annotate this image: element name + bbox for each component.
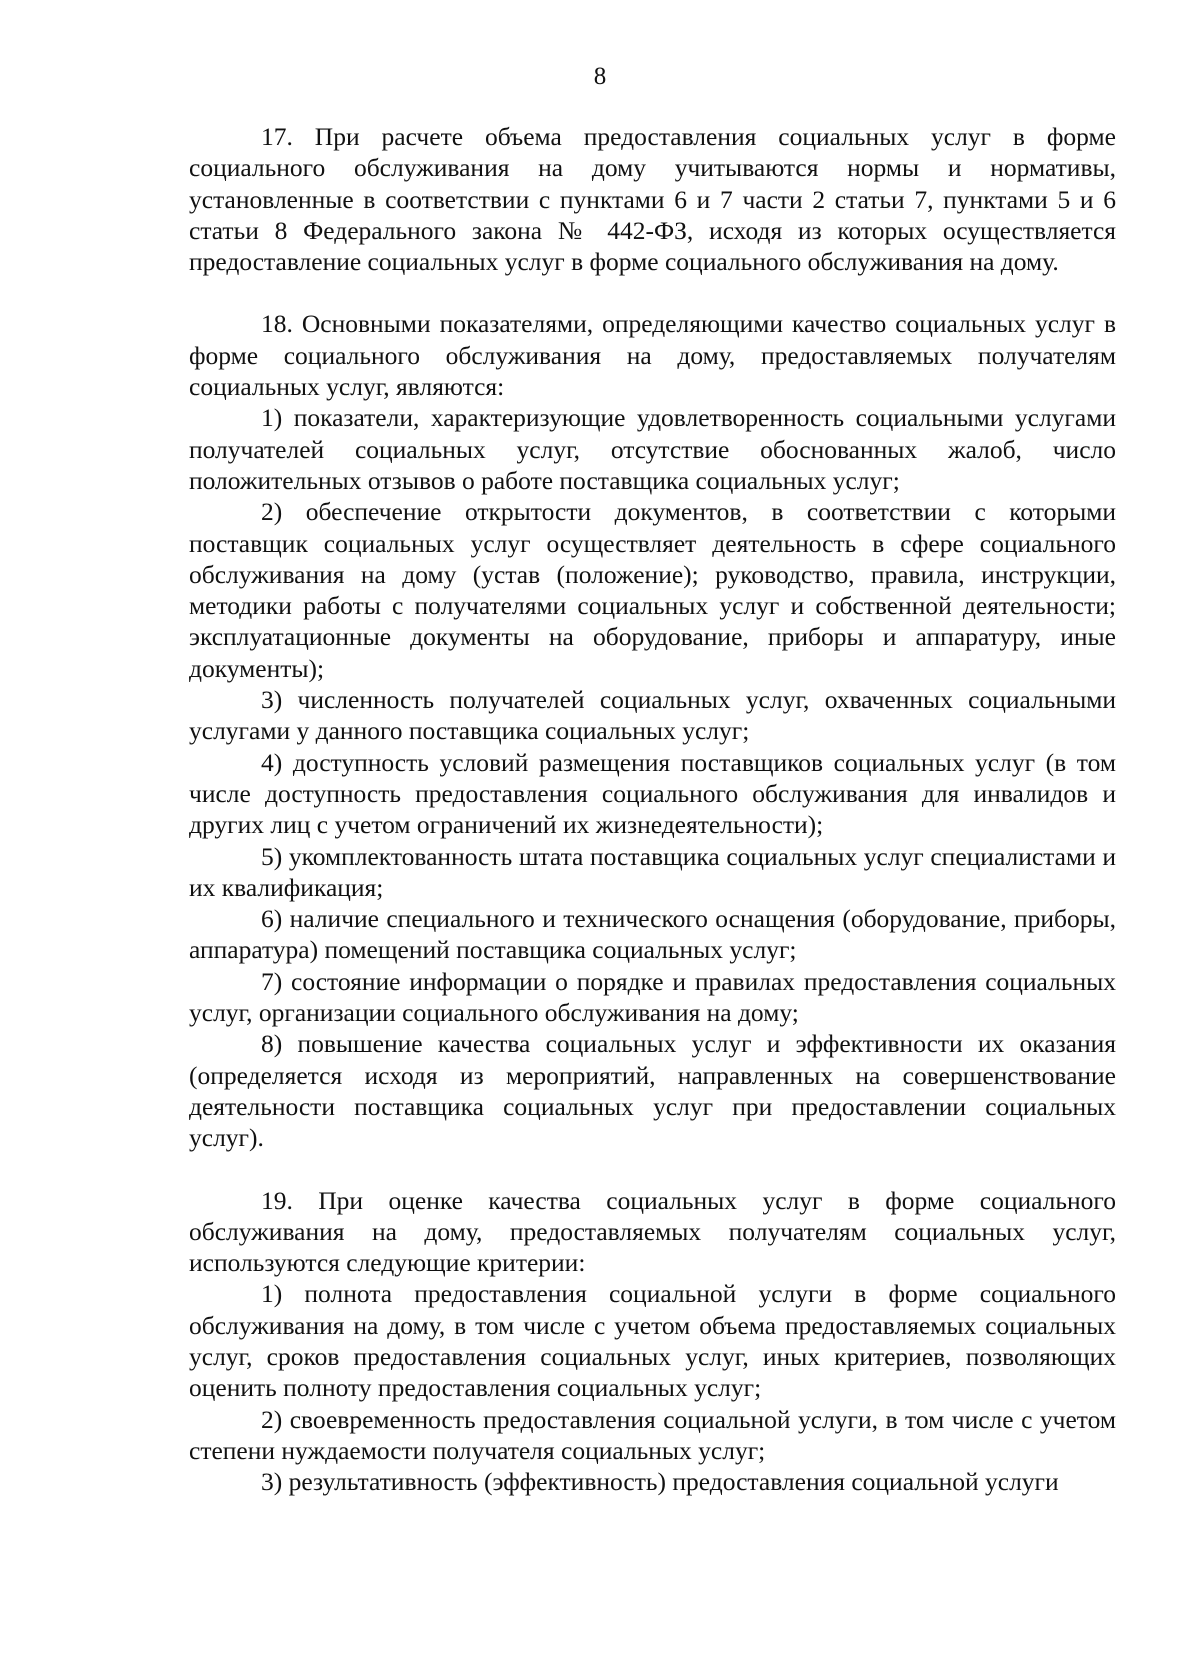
- section-17: [189, 121, 1116, 277]
- list-item-18-2: 2) обеспечение открытости документов, в соответствии с которыми поставщик социальных услуг осуществляет деятельность в сфере социального обслуживания на дому (устав (положение); руководство, правила, инструкции, методики работы с получателями социальных услуг и собственной деятельности; эксплуатационные документы на оборудование, приборы и аппаратуру, иные документы);: [189, 497, 1116, 683]
- list-item-19-1: 1) полнота предоставления социальной услуги в форме социального обслуживания на дому, в том числе с учетом объема предоставляемых социальных услуг, сроков предоставления социальных услуг, иных критериев, позволяющих оценить полноту предоставления социальных услуг;: [189, 1279, 1116, 1403]
- list-item-19-2: 2) своевременность предоставления социальной услуги, в том числе с учетом степени нуждаемости получателя социальных услуг;: [189, 1404, 1116, 1465]
- section-spacer: [189, 1154, 1116, 1185]
- paragraph-19-intro: 19. При оценке качества социальных услуг в форме социального обслуживания на дому, предоставляемых получателям социальных услуг, используются следующие критерии:: [189, 1185, 1116, 1278]
- list-item-18-6: 6) наличие специального и технического оснащения (оборудование, приборы, аппаратура) помещений поставщика социальных услуг;: [189, 904, 1116, 965]
- document-body: [189, 121, 1116, 1497]
- list-item-18-5: 5) укомплектованность штата поставщика социальных услуг специалистами и их квалификация;: [189, 841, 1116, 902]
- section-18: [189, 308, 1116, 1153]
- list-item-18-8: 8) повышение качества социальных услуг и эффективности их оказания (определяется исходя из мероприятий, направленных на совершенствование деятельности поставщика социальных услуг при предоставлении социальных услуг).: [189, 1029, 1116, 1153]
- list-item-18-7: 7) состояние информации о порядке и правилах предоставления социальных услуг, организации социального обслуживания на дому;: [189, 966, 1116, 1028]
- section-spacer: [189, 277, 1116, 308]
- list-item-18-3: 3) численность получателей социальных услуг, охваченных социальными услугами у данного поставщика социальных услуг;: [189, 685, 1116, 746]
- paragraph-18-intro: 18. Основными показателями, определяющими качество социальных услуг в форме социального обслуживания на дому, предоставляемых получателям социальных услуг, являются:: [189, 309, 1116, 402]
- list-item-19-3: 3) результативность (эффективность) предоставления социальной услуги: [261, 1467, 1059, 1497]
- section-19: [189, 1185, 1116, 1498]
- page-number: 8: [593, 63, 607, 90]
- list-item-18-4: 4) доступность условий размещения поставщиков социальных услуг (в том числе доступность предоставления социального обслуживания для инвалидов и других лиц с учетом ограничений их жизнедеятельности);: [189, 747, 1116, 840]
- list-item-18-1: 1) показатели, характеризующие удовлетворенность социальными услугами получателей социальных услуг, отсутствие обоснованных жалоб, число положительных отзывов о работе поставщика социальных услуг;: [189, 403, 1116, 495]
- paragraph-17: 17. При расчете объема предоставления социальных услуг в форме социального обслуживания на дому учитываются нормы и нормативы, установленные в соответствии с пунктами 6 и 7 части 2 статьи 7, пунктами 5 и 6 статьи 8 Федерального закона № 442-ФЗ, исходя из которых осуществляется предоставление социальных услуг в форме социального обслуживания на дому.: [189, 122, 1116, 277]
